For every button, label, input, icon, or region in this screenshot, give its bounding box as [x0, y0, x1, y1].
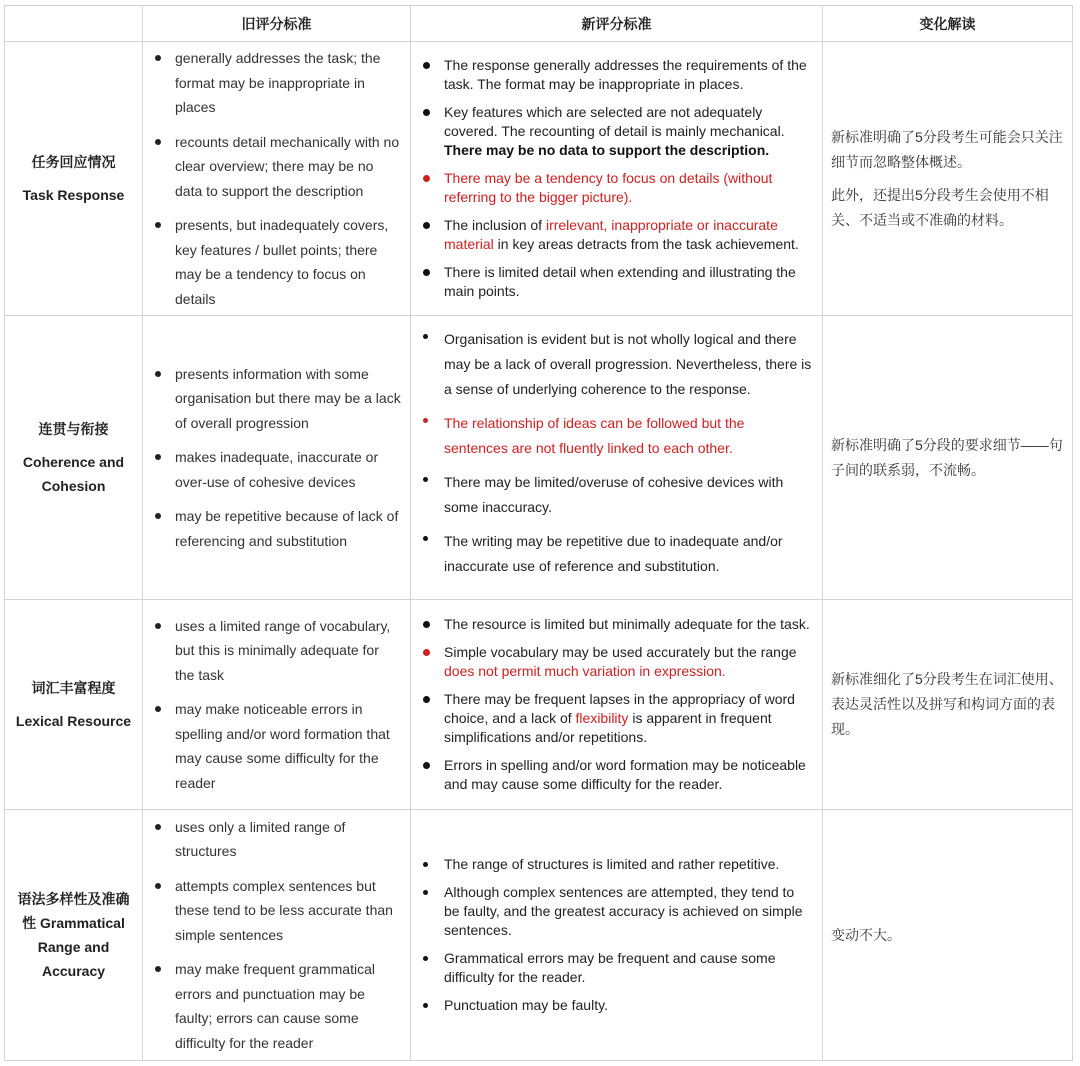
new-criterion: Errors in spelling and/or word formation may be noticeable and may cause some difficulty for the reader. — [419, 756, 812, 794]
new-criteria-cell — [411, 600, 823, 810]
category-zh: 任务回应情况 — [31, 154, 116, 170]
criteria-comparison-table — [4, 5, 1073, 1061]
red-highlight: irrelevant, inappropriate or inaccurate material — [444, 217, 778, 252]
new-criterion: There may be frequent lapses in the appropriacy of word choice, and a lack of flexibility is apparent in frequent simplifications and/or repetitions. — [419, 690, 812, 747]
change-notes-cell — [823, 316, 1073, 600]
category-cell — [5, 316, 143, 600]
red-highlight: flexibility — [575, 710, 629, 726]
old-criterion: attempts complex sentences but these tend to be less accurate than simple sentences — [151, 874, 402, 948]
new-criterion-highlight: Simple vocabulary may be used accurately but the range does not permit much variation in expression. — [419, 643, 812, 681]
bold-text: There may be no data to support the description. — [444, 142, 770, 158]
category-en: Lexical Resource — [15, 713, 132, 729]
new-criterion: The range of structures is limited and rather repetitive. — [419, 855, 812, 874]
change-note: 此外，还提出5分段考生会使用不相关、不适当或不准确的材料。 — [831, 186, 1049, 228]
old-criterion: uses only a limited range of structures — [151, 815, 402, 864]
category-zh: 词汇丰富程度 — [31, 680, 116, 696]
old-criterion: generally addresses the task; the format may be inappropriate in places — [151, 46, 402, 120]
table-row-lexical-resource — [5, 600, 1073, 810]
new-criteria-cell — [411, 316, 823, 600]
change-note: 新标准明确了5分段考生可能会只关注细节而忽略整体概述。 — [831, 128, 1063, 170]
old-criteria-cell — [143, 42, 411, 316]
old-criterion: presents information with some organisation but there may be a lack of overall progression — [151, 362, 402, 436]
category-zh: 连贯与衔接 — [38, 421, 109, 437]
old-criterion: recounts detail mechanically with no clear overview; there may be no data to support the description — [151, 130, 402, 204]
change-notes-cell — [823, 42, 1073, 316]
header-change-notes: 变化解读 — [823, 6, 1073, 42]
category-cell — [5, 810, 143, 1061]
new-criterion: Although complex sentences are attempted, they tend to be faulty, and the greatest accuracy is achieved on simple sentences. — [419, 883, 812, 940]
new-criterion: Grammatical errors may be frequent and cause some difficulty for the reader. — [419, 949, 812, 987]
new-criterion: The inclusion of irrelevant, inappropriate or inaccurate material in key areas detracts from the task achievement. — [419, 216, 812, 254]
change-note: 新标准细化了5分段考生在词汇使用、表达灵活性以及拼写和构词方面的表现。 — [831, 671, 1063, 737]
category-en: Coherence and Cohesion — [22, 454, 125, 494]
header-blank — [5, 6, 143, 42]
new-criterion: Punctuation may be faulty. — [419, 996, 812, 1015]
new-criteria-cell — [411, 810, 823, 1061]
table-header-row — [5, 6, 1073, 42]
old-criterion: uses a limited range of vocabulary, but this is minimally adequate for the task — [151, 614, 402, 688]
header-new-criteria: 新评分标准 — [411, 6, 823, 42]
new-criterion: There is limited detail when extending and illustrating the main points. — [419, 263, 812, 301]
category-cell — [5, 42, 143, 316]
category-zh-en: 语法多样性及准确性 Grammatical Range and Accuracy — [17, 891, 130, 979]
new-criterion: Key features which are selected are not adequately covered. The recounting of detail is mainly mechanical. There may be no data to support the description. — [419, 103, 812, 160]
old-criterion: may be repetitive because of lack of referencing and substitution — [151, 504, 402, 553]
new-criterion: The resource is limited but minimally adequate for the task. — [419, 615, 812, 634]
old-criterion: may make frequent grammatical errors and punctuation may be faulty; errors can cause some difficulty for the reader — [151, 957, 402, 1055]
red-highlight: does not permit much variation in expression. — [444, 663, 726, 679]
old-criterion: may make noticeable errors in spelling and/or word formation that may cause some difficulty for the reader — [151, 697, 402, 795]
header-old-criteria: 旧评分标准 — [143, 6, 411, 42]
category-cell — [5, 600, 143, 810]
new-criterion-highlight: The relationship of ideas can be followed but the sentences are not fluently linked to each other. — [419, 411, 812, 461]
change-note: 新标准明确了5分段的要求细节——句子间的联系弱，不流畅。 — [831, 436, 1063, 478]
old-criteria-cell — [143, 316, 411, 600]
new-criterion: The writing may be repetitive due to inadequate and/or inaccurate use of reference and substitution. — [419, 529, 812, 579]
old-criterion: presents, but inadequately covers, key features / bullet points; there may be a tendency to focus on details — [151, 213, 402, 311]
change-note: 变动不大。 — [831, 926, 901, 943]
new-criterion: There may be limited/overuse of cohesive devices with some inaccuracy. — [419, 470, 812, 520]
old-criterion: makes inadequate, inaccurate or over-use of cohesive devices — [151, 445, 402, 494]
old-criteria-cell — [143, 810, 411, 1061]
old-criteria-cell — [143, 600, 411, 810]
category-en: Task Response — [22, 187, 125, 203]
new-criterion-highlight: There may be a tendency to focus on details (without referring to the bigger picture). — [419, 169, 812, 207]
table-row-task-response — [5, 42, 1073, 316]
new-criterion: The response generally addresses the requirements of the task. The format may be inappropriate in places. — [419, 56, 812, 94]
table-row-coherence-cohesion — [5, 316, 1073, 600]
table-row-grammatical-range — [5, 810, 1073, 1061]
new-criterion: Organisation is evident but is not wholly logical and there may be a lack of overall progression. Nevertheless, there is a sense of underlying coherence to the response. — [419, 327, 812, 402]
change-notes-cell — [823, 810, 1073, 1061]
new-criteria-cell — [411, 42, 823, 316]
change-notes-cell — [823, 600, 1073, 810]
